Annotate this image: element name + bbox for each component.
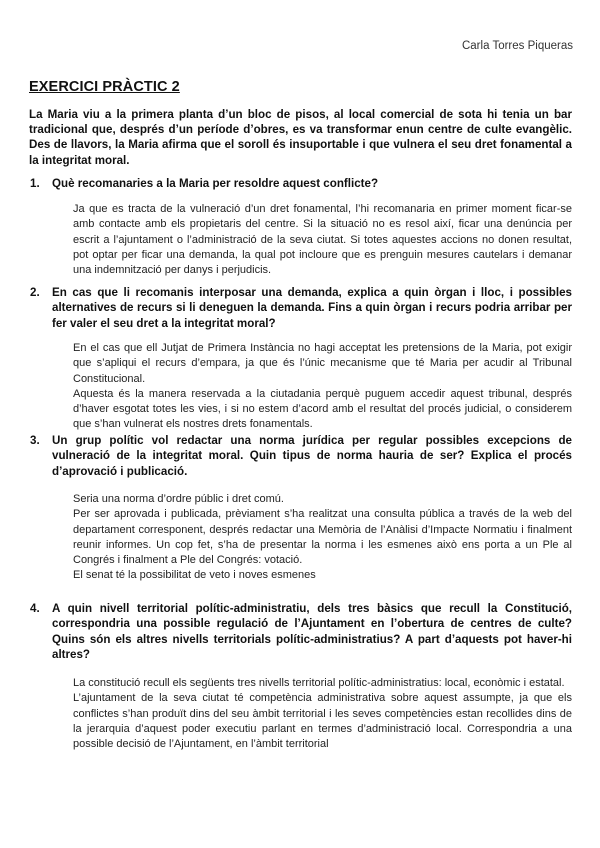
answer-3 bbox=[73, 492, 572, 584]
question-text: A quin nivell territorial polític-administratiu, dels tres bàsics que recull la Constitució, correspondria una possible regulació de l’Ajuntament en l’obertura de centres de culte? Quins són els altres nivells territorials polític-administratius? A part d’aquests pot haver-hi altres? bbox=[52, 602, 572, 662]
exercise-title: EXERCICI PRÀCTIC 2 bbox=[29, 79, 180, 95]
answer-paragraph: En el cas que ell Jutjat de Primera Instància no hagi acceptat les pretensions de la Maria, pot exigir que s’apliqui el recurs d’empara, ja que és l’únic mecanisme que té Maria per acudir al Tribunal Constitucional. bbox=[73, 342, 572, 385]
answer-2 bbox=[73, 341, 572, 433]
question-3 bbox=[30, 433, 572, 479]
question-number: 4. bbox=[30, 602, 40, 615]
answer-paragraph: L’ajuntament de la seva ciutat té competència administrativa sobre aquest assumpte, ja que els conflictes s’han produït dins del seu àmbit territorial i les seves competències estan recollides dins de la jerarquia d’aquest poder executiu parlant en termes d’administració local. Correspondria a una possible decisió de l’Ajuntament, en l’àmbit territorial bbox=[73, 692, 572, 751]
answer-paragraph: Aquesta és la manera reservada a la ciutadania perquè puguem accedir aquest tribunal, després d’haver esgotat totes les vies, i si no estem d’acord amb el resultat del procés judicial, o considerem que s’han vulnerat els nostres drets fonamentals. bbox=[73, 387, 572, 431]
question-2 bbox=[30, 285, 572, 331]
answer-paragraph: La constitució recull els següents tres nivells territorial polític-administratius: local, econòmic i estatal. bbox=[73, 677, 565, 689]
answer-4 bbox=[73, 676, 572, 752]
author-name: Carla Torres Piqueras bbox=[461, 40, 573, 52]
question-number: 1. bbox=[30, 177, 40, 190]
question-number: 3. bbox=[30, 434, 40, 447]
question-text: En cas que li recomanis interposar una demanda, explica a quin òrgan i lloc, i possibles alternatives de recurs si li deneguen la demanda. Fins a quin òrgan i recurs podria arribar per fer valer el seu dret a la integritat moral? bbox=[52, 286, 572, 330]
answer-paragraph: Seria una norma d’ordre públic i dret comú. bbox=[73, 493, 284, 505]
question-1 bbox=[30, 176, 572, 191]
answer-paragraph: Per ser aprovada i publicada, prèviament s’ha realitzat una consulta pública a través de la web del departament corresponent, després redactar una Memòria de l’Anàlisi d’Impacte Normatiu i finalment reunir informes. Un cop fet, s’ha de presentar la norma i les esmenes això ens porta a un Ple al Congrés i finalment a Ple del Congrés: votació. bbox=[73, 508, 572, 567]
answer-paragraph: Ja que es tracta de la vulneració d’un dret fonamental, l’hi recomanaria en primer moment ficar-se amb contacte amb els propietaris del centre. Si la situació no es resol així, ficar una denúncia per escrit a l’ajuntament o l’administració de la seva ciutat. Si totes aquestes accions no donen resultat, pot optar per ficar una demanda, la qual pot incloure que es prenguin mesures cautelars i demanar una indemnització per danys i perjudicis. bbox=[73, 203, 572, 277]
case-statement: La Maria viu a la primera planta d’un bloc de pisos, al local comercial de sota hi tenia un bar tradicional que, després d’un període d’obres, es va transformar enun centre de culte evangèlic. Des de llavors, la Maria afirma que el soroll és insuportable i que vulnera el seu dret fonamental a la integritat moral. bbox=[29, 108, 572, 167]
answer-1 bbox=[73, 202, 572, 278]
question-text: Què recomanaries a la Maria per resoldre aquest conflicte? bbox=[52, 177, 379, 190]
question-number: 2. bbox=[30, 286, 40, 299]
question-4 bbox=[30, 601, 572, 663]
answer-paragraph: El senat té la possibilitat de veto i noves esmenes bbox=[73, 569, 316, 582]
question-text: Un grup polític vol redactar una norma jurídica per regular possibles excepcions de vulneració de la integritat moral. Quin tipus de norma hauria de ser? Explica el procés d’aprovació i publicació. bbox=[52, 434, 572, 478]
